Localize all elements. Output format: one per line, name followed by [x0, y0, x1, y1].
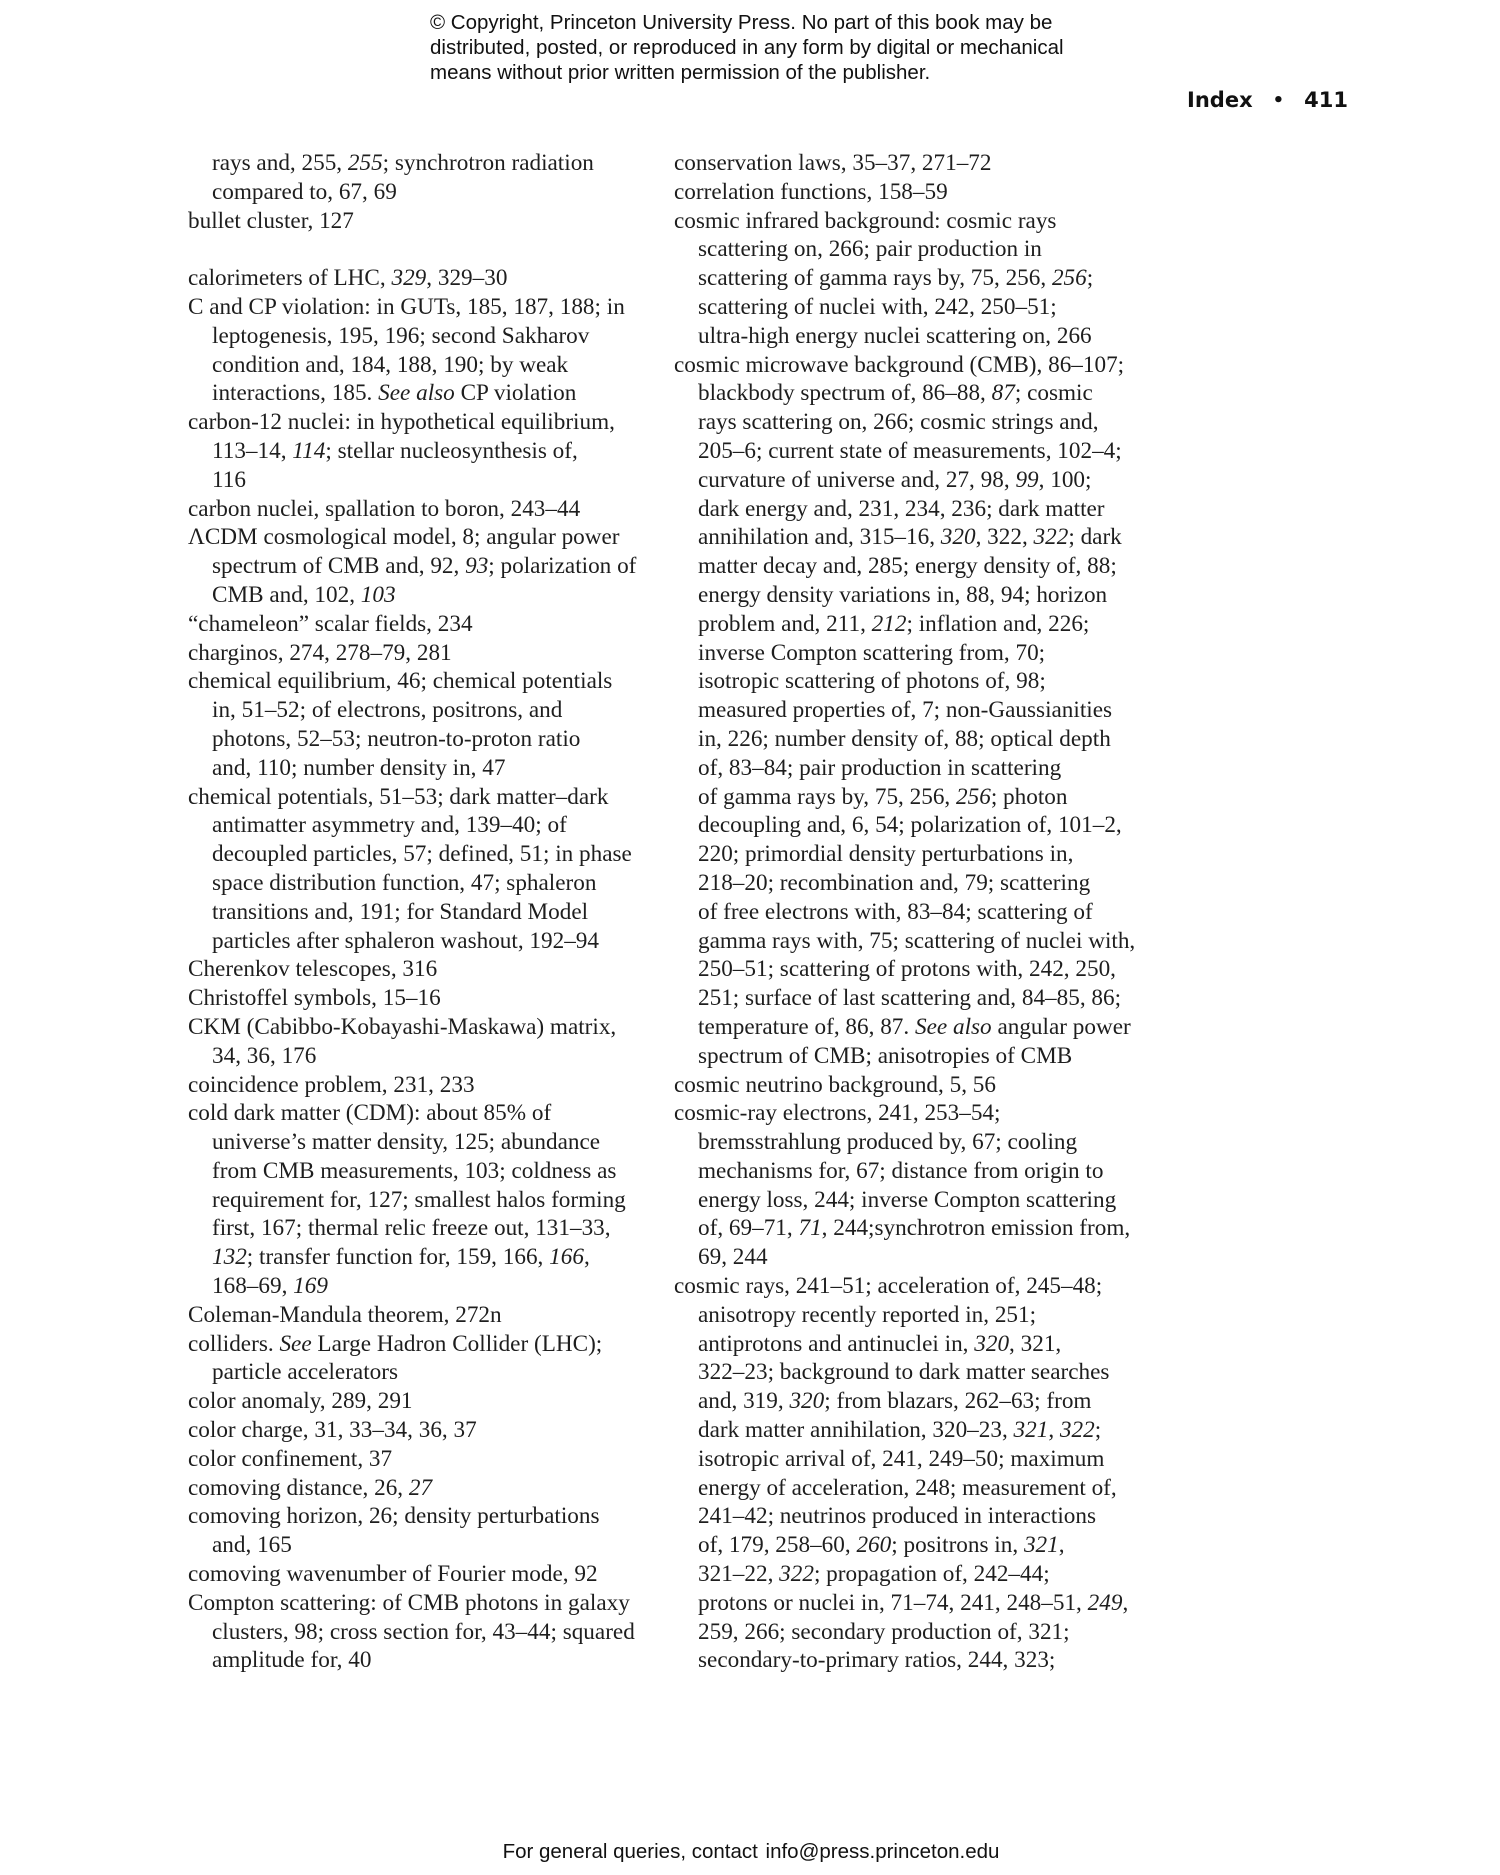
index-entry-continuation: isotropic scattering of photons of, 98; — [698, 668, 1046, 695]
index-entry-heading: Coleman-Mandula theorem, 272n — [188, 1301, 502, 1328]
index-entry-heading: comoving wavenumber of Fourier mode, 92 — [188, 1561, 598, 1588]
index-entry-continuation: 322–23; background to dark matter searches — [698, 1359, 1110, 1386]
index-entry-continuation: space distribution function, 47; sphaleron — [212, 869, 597, 896]
index-entry-heading: colliders. See Large Hadron Collider (LHC); — [188, 1330, 603, 1357]
index-entry-continuation: measured properties of, 7; non-Gaussianities — [698, 697, 1113, 724]
page-number: 411 — [1304, 88, 1348, 112]
index-entry — [188, 1416, 648, 1445]
index-entry-heading: bullet cluster, 127 — [188, 207, 354, 234]
index-entry-continuation: blackbody spectrum of, 86–88, 87; cosmic — [698, 380, 1093, 407]
index-entry — [674, 1071, 1144, 1100]
index-entry — [188, 264, 648, 293]
index-entry — [188, 495, 648, 524]
index-entry-continuation: rays scattering on, 266; cosmic strings and, — [698, 409, 1099, 436]
index-entry-continuation: CMB and, 102, 103 — [212, 581, 396, 608]
index-entry-heading: conservation laws, 35–37, 271–72 — [674, 150, 992, 176]
index-entry-continuation: matter decay and, 285; energy density of, 88; — [698, 553, 1117, 580]
index-entry-continuation: 251; surface of last scattering and, 84–85, 86; — [698, 985, 1122, 1012]
copyright-line: means without prior written permission of the publisher. — [430, 61, 931, 84]
index-entry-heading: Compton scattering: of CMB photons in galaxy — [188, 1589, 630, 1616]
index-entry-continuation: interactions, 185. See also CP violation — [212, 380, 577, 407]
index-entry-continuation: annihilation and, 315–16, 320, 322, 322; dark — [698, 524, 1122, 551]
index-entry-heading: ΛCDM cosmological model, 8; angular power — [188, 524, 620, 551]
index-entry-continuation: dark matter annihilation, 320–23, 321, 322; — [698, 1417, 1102, 1444]
index-entry-continuation: and, 319, 320; from blazars, 262–63; from — [698, 1388, 1092, 1415]
index-entry-heading: coincidence problem, 231, 233 — [188, 1071, 475, 1098]
footer-email-link[interactable]: info@press.princeton.edu — [765, 1840, 1000, 1863]
separator-dot-icon: • — [1272, 90, 1285, 111]
index-entry-continuation: 34, 36, 176 — [212, 1042, 317, 1069]
index-entry — [674, 149, 1144, 178]
index-entry-continuation: amplitude for, 40 — [212, 1647, 372, 1674]
index-entry-heading: comoving horizon, 26; density perturbations — [188, 1503, 600, 1530]
index-entry — [188, 207, 648, 236]
index-entry-continuation: dark energy and, 231, 234, 236; dark matter — [698, 495, 1105, 522]
index-entry-continuation: 250–51; scattering of protons with, 242, 250, — [698, 956, 1116, 983]
index-entry-continuation: photons, 52–53; neutron-to-proton ratio — [212, 725, 581, 752]
index-entry-heading: cosmic neutrino background, 5, 56 — [674, 1071, 996, 1098]
index-entry-continuation: decoupled particles, 57; defined, 51; in phase — [212, 841, 632, 868]
index-entry-continuation: temperature of, 86, 87. See also angular power — [698, 1013, 1131, 1040]
index-entry-continuation: 132; transfer function for, 159, 166, 166, — [212, 1244, 590, 1271]
copyright-line: distributed, posted, or reproduced in any form by digital or mechanical — [430, 36, 1064, 59]
index-entry-heading: color anomaly, 289, 291 — [188, 1388, 413, 1415]
index-entry — [188, 1387, 648, 1416]
index-entry-continuation: problem and, 211, 212; inflation and, 226; — [698, 610, 1090, 637]
index-entry — [188, 955, 648, 984]
index-entry-continuation: mechanisms for, 67; distance from origin to — [698, 1157, 1104, 1184]
index-entry-continuation: decoupling and, 6, 54; polarization of, 101–2, — [698, 812, 1122, 839]
index-entry — [188, 667, 648, 782]
index-entry — [188, 984, 648, 1013]
index-entry — [188, 610, 648, 639]
index-entry-continuation: particle accelerators — [212, 1359, 399, 1386]
index-entry-heading: C and CP violation: in GUTs, 185, 187, 188; in — [188, 293, 625, 320]
index-entry — [188, 783, 648, 956]
index-entry-continuation: 321–22, 322; propagation of, 242–44; — [698, 1561, 1050, 1588]
index-entry-continuation: 168–69, 169 — [212, 1273, 328, 1300]
index-entry-continuation: scattering on, 266; pair production in — [698, 236, 1042, 263]
index-entry-continuation: antiprotons and antinuclei in, 320, 321, — [698, 1330, 1062, 1357]
index-entry-heading: cosmic-ray electrons, 241, 253–54; — [674, 1100, 1001, 1127]
index-entry-continuation: spectrum of CMB; anisotropies of CMB — [698, 1042, 1073, 1069]
index-entry-continuation: 113–14, 114; stellar nucleosynthesis of, — [212, 437, 578, 464]
index-entry-continuation: of gamma rays by, 75, 256, 256; photon — [698, 783, 1068, 810]
index-entry-continuation: and, 110; number density in, 47 — [212, 754, 506, 781]
index-entry-heading: calorimeters of LHC, 329, 329–30 — [188, 265, 508, 292]
index-entry-heading: correlation functions, 158–59 — [674, 178, 948, 205]
index-entry-continuation: curvature of universe and, 27, 98, 99, 100; — [698, 466, 1092, 493]
index-entry — [188, 1013, 648, 1071]
index-entry-continuation: energy of acceleration, 248; measurement of, — [698, 1474, 1117, 1501]
index-column-left — [188, 149, 648, 1675]
index-entry — [674, 1099, 1144, 1272]
index-entry — [674, 207, 1144, 351]
index-entry-continuation: 220; primordial density perturbations in, — [698, 841, 1074, 868]
index-entry — [188, 523, 648, 609]
index-entry-heading: charginos, 274, 278–79, 281 — [188, 639, 452, 666]
copyright-notice — [430, 10, 1150, 85]
index-entry-heading: cosmic rays, 241–51; acceleration of, 245–48; — [674, 1273, 1103, 1300]
index-entry — [674, 178, 1144, 207]
index-entry-continuation: 69, 244 — [698, 1244, 768, 1271]
index-entry-heading: cold dark matter (CDM): about 85% of — [188, 1100, 552, 1127]
index-entry-continuation: scattering of nuclei with, 242, 250–51; — [698, 293, 1057, 320]
footer — [0, 1840, 1500, 1864]
index-entry-continuation: in, 226; number density of, 88; optical depth — [698, 725, 1111, 752]
index-entry-heading: Cherenkov telescopes, 316 — [188, 956, 438, 983]
index-entry-continuation: bremsstrahlung produced by, 67; cooling — [698, 1129, 1078, 1156]
index-entry-continuation: compared to, 67, 69 — [212, 178, 397, 205]
index-entry-heading: color confinement, 37 — [188, 1445, 393, 1472]
index-entry-continuation: 218–20; recombination and, 79; scattering — [698, 869, 1091, 896]
index-entry-continuation: transitions and, 191; for Standard Model — [212, 898, 589, 925]
index-entry-continuation: particles after sphaleron washout, 192–94 — [212, 927, 599, 954]
index-entry — [188, 639, 648, 668]
index-entry — [188, 149, 648, 207]
index-entry-heading: carbon nuclei, spallation to boron, 243–44 — [188, 495, 581, 522]
index-entry-continuation: and, 165 — [212, 1532, 292, 1559]
index-entry-heading: cosmic infrared background: cosmic rays — [674, 207, 1057, 234]
index-entry-continuation: 116 — [212, 466, 246, 493]
index-entry-heading: color charge, 31, 33–34, 36, 37 — [188, 1417, 477, 1444]
index-entry — [188, 1445, 648, 1474]
index-entry — [188, 1560, 648, 1589]
index-entry — [188, 1099, 648, 1301]
index-entry-continuation: of, 69–71, 71, 244;synchrotron emission from, — [698, 1215, 1131, 1242]
index-entry — [188, 1330, 648, 1388]
index-entry — [188, 1589, 648, 1675]
index-entry-continuation: condition and, 184, 188, 190; by weak — [212, 351, 569, 378]
index-entry — [674, 1272, 1144, 1675]
index-entry-heading: CKM (Cabibbo-Kobayashi-Maskawa) matrix, — [188, 1013, 617, 1040]
index-entry-heading: carbon-12 nuclei: in hypothetical equilibrium, — [188, 409, 615, 436]
index-entry-heading: “chameleon” scalar fields, 234 — [188, 610, 473, 637]
index-entry-heading: chemical equilibrium, 46; chemical potentials — [188, 668, 613, 695]
index-entry-heading: rays and, 255, 255; synchrotron radiation — [212, 150, 594, 176]
index-entry-continuation: 259, 266; secondary production of, 321; — [698, 1618, 1070, 1645]
index-entry-continuation: of free electrons with, 83–84; scattering of — [698, 898, 1093, 925]
index-entry — [188, 293, 648, 408]
index-entry-continuation: requirement for, 127; smallest halos forming — [212, 1186, 626, 1213]
index-entry-heading: comoving distance, 26, 27 — [188, 1474, 433, 1501]
index-entry-continuation: inverse Compton scattering from, 70; — [698, 639, 1046, 666]
index-entry-continuation: isotropic arrival of, 241, 249–50; maximum — [698, 1445, 1105, 1472]
index-entry-heading: Christoffel symbols, 15–16 — [188, 985, 441, 1012]
index-entry-continuation: 205–6; current state of measurements, 102–4; — [698, 437, 1122, 464]
index-entry-continuation: anisotropy recently reported in, 251; — [698, 1301, 1037, 1328]
index-entry — [674, 351, 1144, 1071]
index-column-right — [674, 149, 1144, 1675]
index-entry-continuation: ultra-high energy nuclei scattering on, 266 — [698, 322, 1092, 349]
index-entry-continuation: first, 167; thermal relic freeze out, 131–33, — [212, 1215, 611, 1242]
index-entry — [188, 1502, 648, 1560]
footer-text: For general queries, contact — [502, 1840, 758, 1863]
index-entry-continuation: energy loss, 244; inverse Compton scattering — [698, 1186, 1117, 1213]
index-entry-continuation: spectrum of CMB and, 92, 93; polarization of — [212, 553, 637, 580]
index-entry — [188, 408, 648, 494]
index-entry — [188, 1071, 648, 1100]
index-entry-continuation: gamma rays with, 75; scattering of nuclei with, — [698, 927, 1136, 954]
index-entry — [188, 1474, 648, 1503]
index-entry-continuation: from CMB measurements, 103; coldness as — [212, 1157, 617, 1184]
index-entry-continuation: of, 179, 258–60, 260; positrons in, 321, — [698, 1532, 1065, 1559]
copyright-line: © Copyright, Princeton University Press. No part of this book may be — [430, 11, 1053, 34]
index-entry-continuation: of, 83–84; pair production in scattering — [698, 754, 1062, 781]
index-entry-continuation: clusters, 98; cross section for, 43–44; squared — [212, 1618, 635, 1645]
index-entry-continuation: 241–42; neutrinos produced in interactions — [698, 1503, 1096, 1530]
index-entry-continuation: universe’s matter density, 125; abundance — [212, 1129, 601, 1156]
index-entry-continuation: antimatter asymmetry and, 139–40; of — [212, 812, 567, 839]
index-entry — [188, 1301, 648, 1330]
index-entry-continuation: scattering of gamma rays by, 75, 256, 256; — [698, 265, 1094, 292]
running-head — [1187, 88, 1348, 112]
section-title: Index — [1187, 88, 1253, 112]
index-entry-continuation: secondary-to-primary ratios, 244, 323; — [698, 1647, 1056, 1674]
index-entry-continuation: protons or nuclei in, 71–74, 241, 248–51, 249, — [698, 1589, 1129, 1616]
index-entry-heading: cosmic microwave background (CMB), 86–107; — [674, 351, 1125, 378]
index-entry-continuation: leptogenesis, 195, 196; second Sakharov — [212, 322, 590, 349]
index-entry-continuation: in, 51–52; of electrons, positrons, and — [212, 697, 563, 724]
index-entry-continuation: energy density variations in, 88, 94; horizon — [698, 581, 1108, 608]
index-entry-heading: chemical potentials, 51–53; dark matter–dark — [188, 783, 609, 810]
letter-group-gap — [188, 235, 648, 264]
